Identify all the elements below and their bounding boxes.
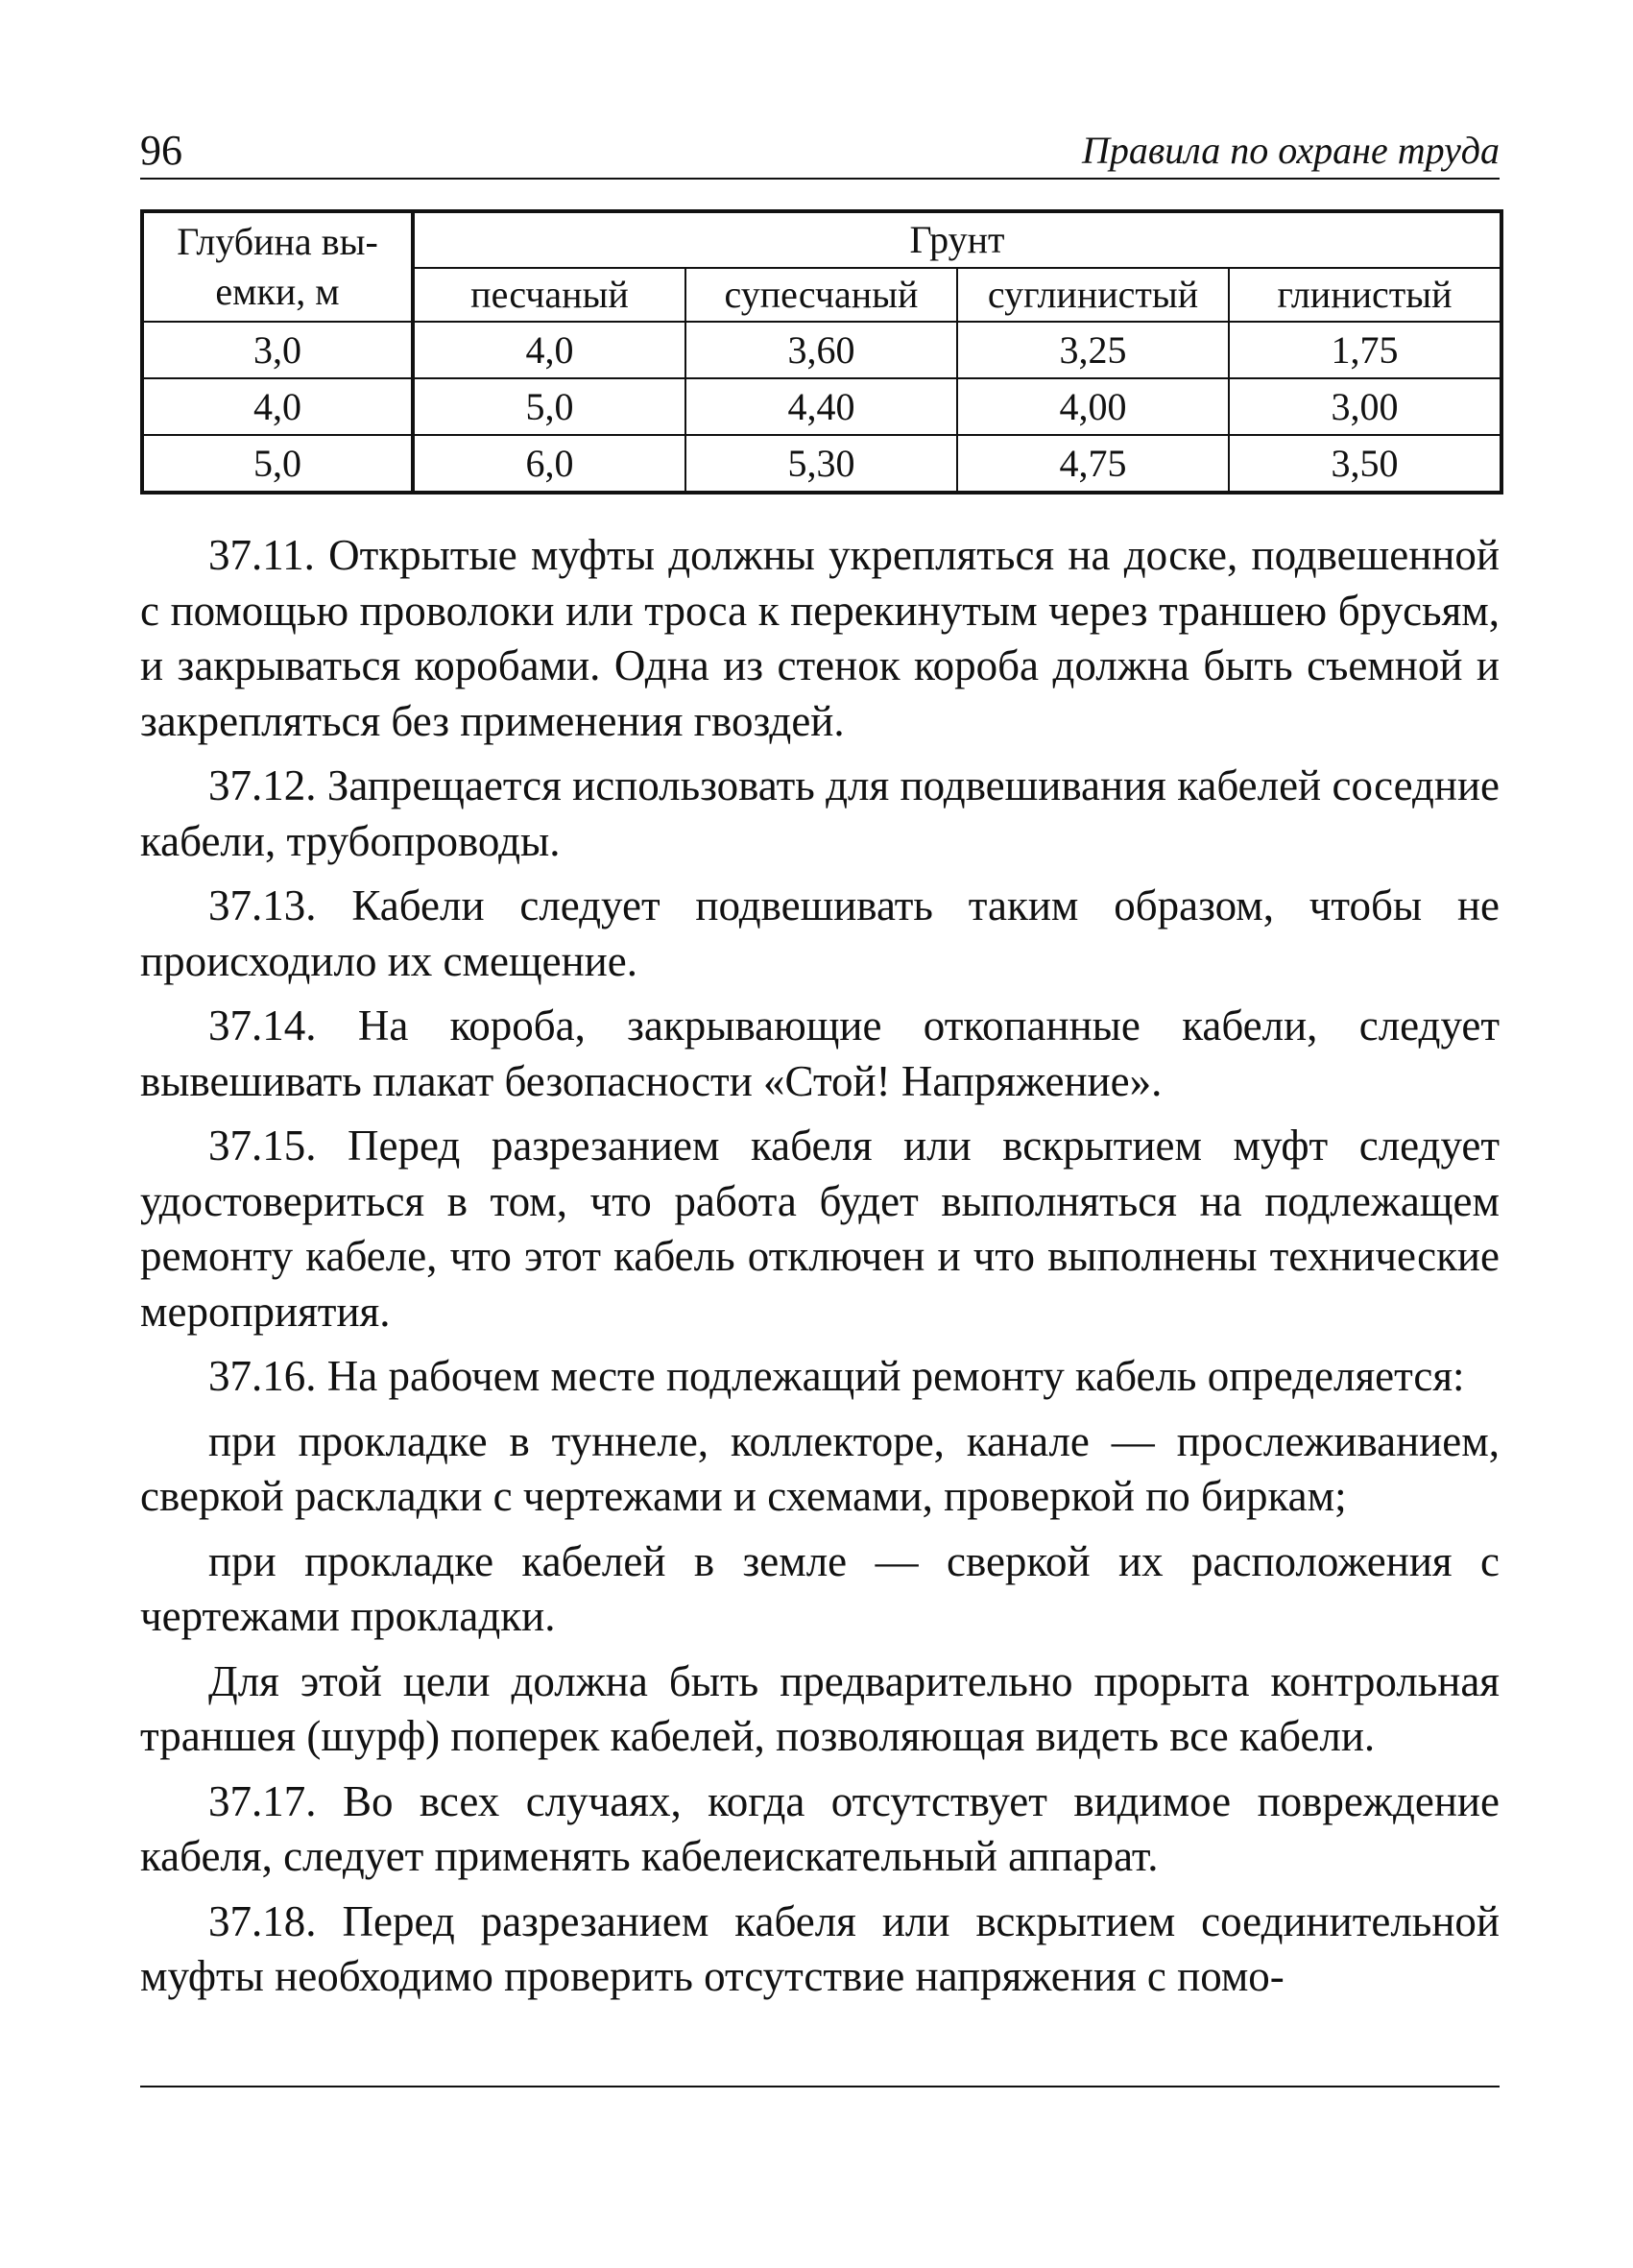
paragraph-ground-laying: при прокладке кабелей в земле — сверкой их расположения с чертежами прокладки.	[140, 1536, 1500, 1640]
paragraph-tunnel-laying: при прокладке в туннеле, коллекторе, канале — прослеживанием, сверкой раскладки с чертежами и схемами, проверкой по биркам;	[140, 1416, 1500, 1520]
paragraph-37-15: 37.15. Перед разрезанием кабеля или вскрытием муфт следует удостовериться в том, что работа будет выполняться на подлежащем ремонту кабеле, что этот кабель отключен и что выполнены технические мероприятия.	[140, 1122, 1500, 1336]
table-row	[142, 378, 1501, 435]
value-cell: 3,00	[1229, 378, 1501, 435]
value-cell: 5,0	[413, 378, 685, 435]
soil-type-header: глинистый	[1229, 268, 1501, 322]
value-cell: 4,75	[957, 435, 1229, 493]
paragraph-37-16: 37.16. На рабочем месте подлежащий ремонту кабель определяется:	[208, 1352, 1465, 1400]
paragraph-37-13: 37.13. Кабели следует подвешивать таким образом, чтобы не происходило их смещение.	[140, 881, 1500, 985]
table-row	[142, 322, 1501, 378]
value-cell: 5,30	[685, 435, 957, 493]
paragraph-37-11: 37.11. Открытые муфты должны укрепляться на доске, подвешенной с помощью проволоки или троса к перекинутым через траншею брусьям, и закрываться коробами. Одна из стенок короба должна быть съемной и закрепляться без применения гвоздей.	[140, 531, 1500, 745]
value-cell: 1,75	[1229, 322, 1501, 378]
value-cell: 3,25	[957, 322, 1229, 378]
depth-cell: 4,0	[142, 378, 413, 435]
depth-column-header	[142, 211, 413, 322]
paragraph-37-14: 37.14. На короба, закрывающие откопанные кабели, следует вывешивать плакат безопасности «Стой! Напряжение».	[140, 1001, 1500, 1105]
paragraph-37-18: 37.18. Перед разрезанием кабеля или вскрытием соединительной муфты необходимо проверить отсутствие напряжения с помо-	[140, 1896, 1500, 2000]
table-row	[142, 435, 1501, 493]
page-number: 96	[140, 127, 182, 174]
footer-divider	[140, 2086, 1500, 2087]
paragraph-37-17: 37.17. Во всех случаях, когда отсутствует видимое повреждение кабеля, следует применять кабелеискательный аппарат.	[140, 1776, 1500, 1880]
depth-label-line2: емки, м	[215, 270, 340, 313]
header-divider	[140, 178, 1500, 180]
paragraph-control-trench: Для этой цели должна быть предварительно прорыта контрольная траншея (шурф) поперек кабелей, позволяющая видеть все кабели.	[140, 1656, 1500, 1760]
running-title: Правила по охране труда	[1082, 129, 1500, 172]
soil-group-header: Грунт	[413, 211, 1501, 268]
depth-label-line1: Глубина вы-	[177, 220, 378, 263]
page-header	[140, 123, 1500, 179]
depth-cell: 3,0	[142, 322, 413, 378]
soil-type-header: песчаный	[413, 268, 685, 322]
value-cell: 4,40	[685, 378, 957, 435]
paragraph-37-12: 37.12. Запрещается использовать для подвешивания кабелей соседние кабели, трубопроводы.	[140, 761, 1500, 865]
soil-type-header: супесчаный	[685, 268, 957, 322]
value-cell: 3,60	[685, 322, 957, 378]
soil-type-header: суглинистый	[957, 268, 1229, 322]
value-cell: 4,0	[413, 322, 685, 378]
body-text	[140, 528, 1500, 2005]
depth-cell: 5,0	[142, 435, 413, 493]
value-cell: 6,0	[413, 435, 685, 493]
value-cell: 3,50	[1229, 435, 1501, 493]
value-cell: 4,00	[957, 378, 1229, 435]
excavation-depth-table	[140, 209, 1503, 495]
table-header-row	[142, 211, 1501, 268]
